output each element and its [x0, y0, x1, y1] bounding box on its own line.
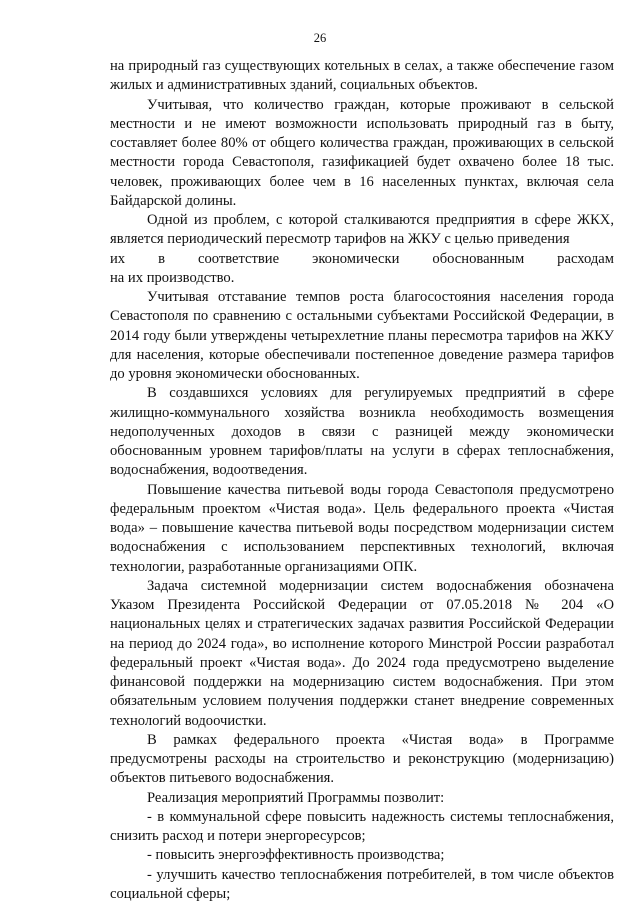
page-number: 26	[313, 31, 327, 45]
list-item-heat-supply-quality: - улучшить качество теплоснабжения потребителей, в том числе объектов социальной сферы;	[110, 866, 614, 902]
paragraph-presidential-decree: Задача системной модернизации систем водоснабжения обозначена Указом Президента Российской Федерации от 07.05.2018 № 204 «О национальных целях и стратегических задачах развития Российской Федерации на период до 2024 года», во исполнение которого Минстрой России разработал федеральный проект «Чистая вода». До 2024 года предусмотрено выделение финансовой поддержки на модернизацию систем водоснабжения. При этом обязательным условием получения поддержки станет внедрение современных технологий водоочистки.	[110, 577, 614, 729]
paragraph-revenue-compensation: В создавшихся условиях для регулируемых предприятий в сфере жилищно-коммунального хозяйства возникла необходимость возмещения недополученных доходов в связи с разницей между экономически обоснованным уровнем тарифов/платы на услуги в сферах теплоснабжения, водоснабжения, водоотведения.	[110, 385, 614, 479]
paragraph-tariff-problem-end: на их производство.	[110, 269, 235, 286]
paragraph-tariff-problem-line: их в соответствие экономически обоснованным расходам	[110, 250, 614, 267]
paragraph-tariff-problem: Одной из проблем, с которой сталкиваются предприятия в сфере ЖКХ, является периодический пересмотр тарифов на ЖКУ с целью приведения	[110, 212, 614, 248]
paragraph-gas-supply-continuation: на природный газ существующих котельных в селах, а также обеспечение газом жилых и административных зданий, социальных объектов.	[110, 58, 614, 94]
paragraph-program-outcomes-intro: Реализация мероприятий Программы позволит:	[147, 789, 445, 806]
list-item-communal-reliability: - в коммунальной сфере повысить надежность системы теплоснабжения, снизить расход и потери энергоресурсов;	[110, 808, 614, 844]
paragraph-clean-water-project: Повышение качества питьевой воды города Севастополя предусмотрено федеральным проектом «Чистая вода». Цель федерального проекта «Чистая вода» – повышение качества питьевой воды посредством модернизации систем водоснабжения с использованием перспективных технологий, включая технологии, разработанные организациями ОПК.	[110, 481, 614, 575]
paragraph-program-expenses: В рамках федерального проекта «Чистая вода» в Программе предусмотрены расходы на строительство и реконструкцию (модернизацию) объектов питьевого водоснабжения.	[110, 731, 614, 787]
page-body	[110, 57, 614, 904]
list-item-energy-efficiency: - повысить энергоэффективность производства;	[147, 847, 445, 864]
paragraph-rural-gasification: Учитывая, что количество граждан, которые проживают в сельской местности и не имеют возможности использовать природный газ в быту, составляет более 80% от общего количества граждан, проживающих в сельской местности города Севастополя, газификацией будет охвачено более 18 тыс. человек, проживающих более чем в 16 населенных пунктах, включая села Байдарской долины.	[110, 96, 614, 209]
paragraph-tariff-plans: Учитывая отставание темпов роста благосостояния населения города Севастополя по сравнению с остальными субъектами Российской Федерации, в 2014 году были утверждены четырехлетние планы пересмотра тарифов на ЖКУ для населения, которые обеспечивали постепенное доведение размера тарифов до уровня экономически обоснованных.	[110, 289, 614, 382]
